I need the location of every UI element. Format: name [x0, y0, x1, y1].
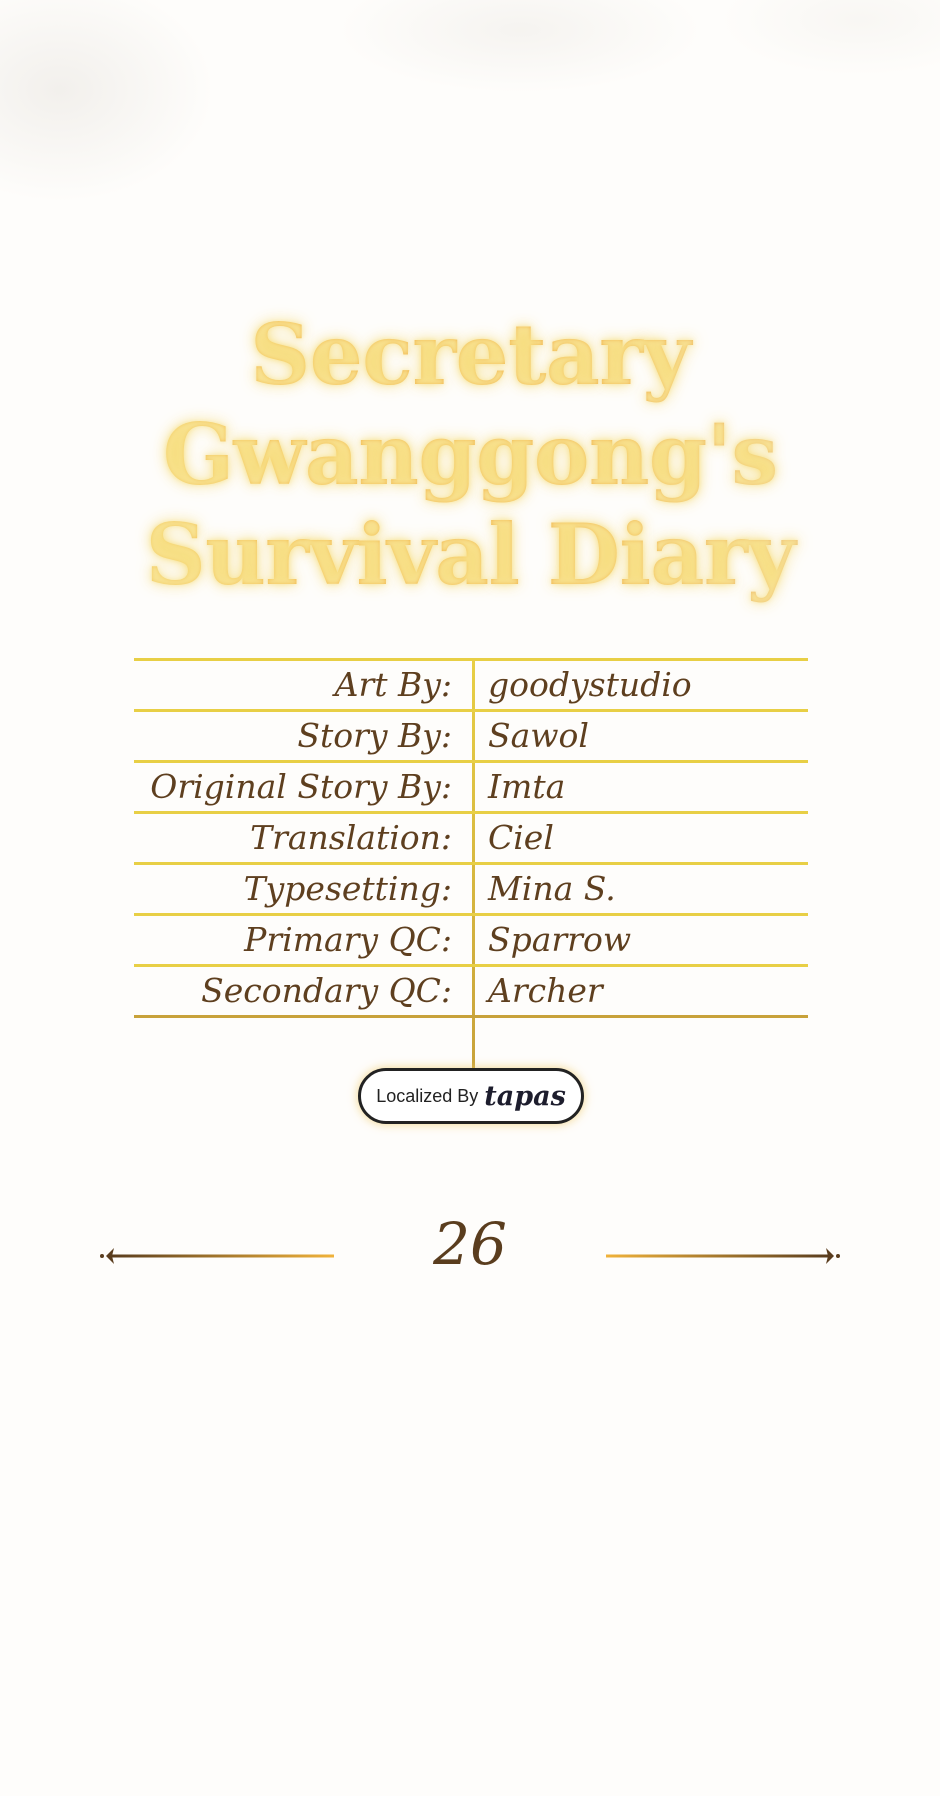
credit-value: Sawol	[488, 716, 589, 755]
credit-row-secondary-qc	[134, 964, 808, 1018]
credit-value: goodystudio	[488, 665, 692, 704]
credit-label: Translation:	[250, 818, 452, 857]
credit-value: Sparrow	[488, 920, 632, 959]
chapter-number: 26	[433, 1210, 507, 1278]
credit-label: Original Story By:	[150, 767, 452, 806]
credit-row-translation	[134, 811, 808, 862]
credit-label: Typesetting:	[243, 869, 452, 908]
credit-row-story	[134, 709, 808, 760]
background-texture	[0, 0, 940, 260]
credits-table	[134, 658, 808, 1018]
credit-row-art	[134, 658, 808, 709]
credit-row-primary-qc	[134, 913, 808, 964]
title-line-1: Secretary	[0, 305, 940, 405]
credit-value: Imta	[488, 767, 566, 806]
title-line-3: Survival Diary	[0, 505, 940, 605]
credit-row-typesetting	[134, 862, 808, 913]
left-ornament-icon	[98, 1244, 338, 1268]
credit-value: Ciel	[488, 818, 554, 857]
series-title	[0, 305, 940, 605]
credit-label: Story By:	[297, 716, 452, 755]
credit-row-original-story	[134, 760, 808, 811]
credit-label: Secondary QC:	[201, 971, 452, 1010]
credit-label: Art By:	[334, 665, 452, 704]
credit-value: Archer	[488, 971, 603, 1010]
credit-value: Mina S.	[488, 869, 616, 908]
localized-by-label: Localized By	[376, 1085, 479, 1106]
credit-label: Primary QC:	[244, 920, 452, 959]
localized-by-tapas-badge	[358, 1068, 584, 1124]
tapas-logo: tapas	[484, 1080, 566, 1112]
title-line-2: Gwanggong's	[0, 405, 940, 505]
right-ornament-icon	[602, 1244, 842, 1268]
